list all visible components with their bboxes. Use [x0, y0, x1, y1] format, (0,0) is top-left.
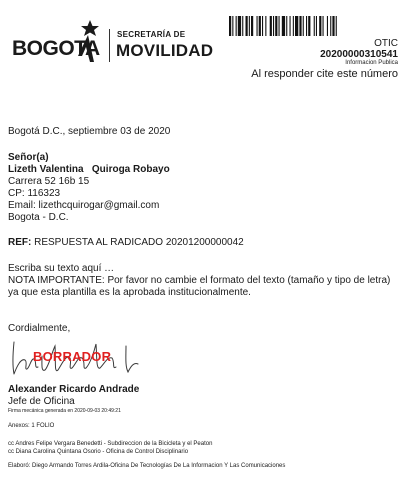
- barcode-bar: [238, 16, 241, 36]
- recipient-city: Bogota - D.C.: [8, 212, 69, 223]
- elaborated-by-line: Elaboró: Diego Armando Torres Ardila-Oficina De Tecnologías De La Informacion Y Las Comunicaciones: [8, 463, 286, 469]
- barcode-bar: [275, 16, 277, 36]
- cc-line-2: cc Diana Carolina Quintana Osorio - Oficina de Control Disciplinario: [8, 449, 189, 455]
- reference-text: RESPUESTA AL RADICADO 20201200000042: [34, 237, 244, 248]
- barcode-bar: [293, 16, 294, 36]
- salutation: Señor(a): [8, 152, 49, 163]
- cite-instruction: Al responder cite este número: [251, 68, 398, 80]
- barcode-bar: [327, 16, 328, 36]
- recipient-name: Lizeth Valentina Quiroga Robayo: [8, 164, 170, 175]
- barcode-bar: [323, 16, 324, 36]
- barcode-bar: [249, 16, 250, 36]
- radicado-number: 20200000310541: [320, 49, 398, 60]
- signer-title: Jefe de Oficina: [8, 396, 75, 407]
- barcode-bar: [273, 16, 274, 36]
- radicado-prefix: OTIC: [374, 38, 398, 49]
- cc-line-1: cc Andres Felipe Vergara Benedetti - Subdireccion de la Bicicleta y el Peaton: [8, 441, 213, 447]
- barcode-graphic: [229, 16, 400, 36]
- logo-divider: [109, 29, 110, 62]
- barcode-bar: [257, 16, 258, 36]
- reference-label: REF:: [8, 237, 32, 248]
- info-classification: Informacion Publica: [345, 60, 398, 66]
- barcode-bar: [319, 16, 321, 36]
- important-note: NOTA IMPORTANTE: Por favor no cambie el formato del texto (tamaño y tipo de letra) ya que esta plantilla es la aprobada institucionalmente.: [8, 275, 391, 298]
- mechanical-signature-note: Firma mecánica generada en 2020-09-03 20:49:21: [8, 408, 121, 414]
- recipient-address: Carrera 52 16b 15: [8, 176, 90, 187]
- barcode-bar: [308, 16, 310, 36]
- reference-line: [8, 237, 244, 249]
- attachments-line: Anexos: 1 FOLIO: [8, 423, 55, 429]
- barcode-bar: [336, 16, 337, 36]
- date-line: Bogotá D.C., septiembre 03 de 2020: [8, 126, 171, 137]
- barcode-bar: [306, 16, 307, 36]
- barcode-bar: [265, 16, 266, 36]
- barcode-bar: [295, 16, 298, 36]
- barcode-bar: [279, 16, 280, 36]
- barcode-bar: [330, 16, 331, 36]
- barcode-bar: [316, 16, 317, 36]
- barcode-bar: [259, 16, 261, 36]
- barcode-bar: [229, 16, 231, 36]
- movilidad-label: MOVILIDAD: [116, 41, 214, 60]
- closing: Cordialmente,: [8, 323, 71, 334]
- signer-name: Alexander Ricardo Andrade: [8, 384, 140, 395]
- bogota-logo-text: BOGOTA: [12, 37, 100, 60]
- barcode-bar: [299, 16, 301, 36]
- secretaria-label: SECRETARÍA DE: [117, 30, 186, 39]
- barcode-bar: [246, 16, 248, 36]
- star-logo-icon: [76, 20, 100, 62]
- barcode-bar: [286, 16, 287, 36]
- barcode-bar: [282, 16, 285, 36]
- recipient-email: Email: lizethcquirogar@gmail.com: [8, 200, 160, 211]
- barcode-bar: [290, 16, 291, 36]
- body-placeholder: Escriba su texto aquí …: [8, 263, 115, 274]
- recipient-postal-code: CP: 116323: [8, 188, 61, 199]
- barcode-bar: [270, 16, 272, 36]
- barcode-bar: [251, 16, 253, 36]
- barcode-bar: [262, 16, 263, 36]
- barcode-bar: [232, 16, 233, 36]
- barcode-bar: [314, 16, 315, 36]
- barcode-bar: [303, 16, 304, 36]
- barcode-bar: [242, 16, 243, 36]
- barcode-bar: [236, 16, 237, 36]
- draft-stamp: BORRADOR: [33, 349, 112, 364]
- barcode-bar: [332, 16, 334, 36]
